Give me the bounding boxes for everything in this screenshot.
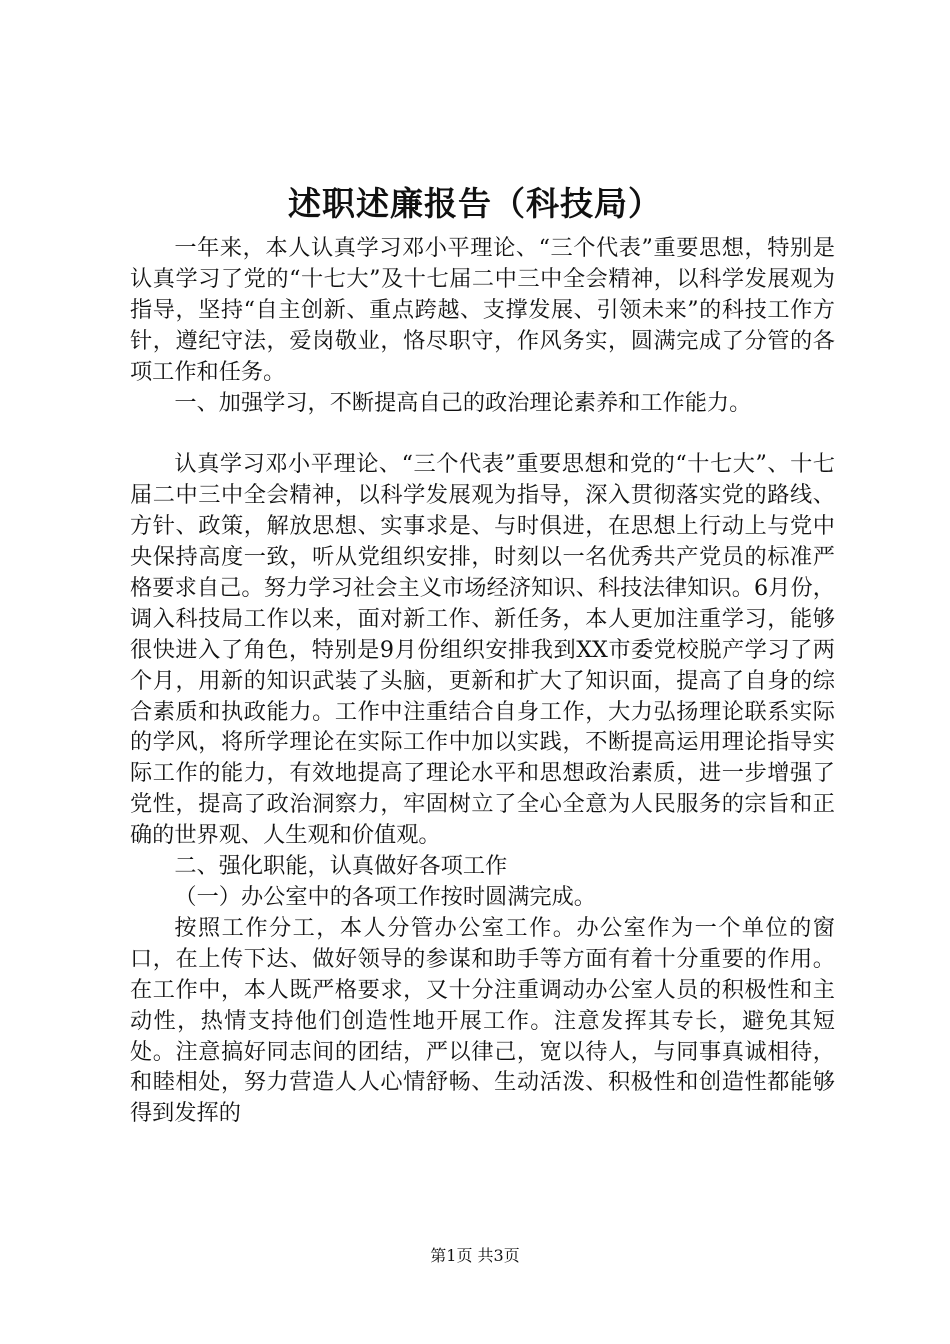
- document-title: 述职述廉报告（科技局）: [288, 184, 662, 223]
- document-body: [130, 233, 835, 1129]
- paragraph-study: 认真学习邓小平理论、“三个代表”重要思想和党的“十七大”、十七届二中三中全会精神，以科学发展观为指导，深入贯彻落实党的路线、方针、政策，解放思想、实事求是、与时俱进，在思想上行动上与党中央保持高度一致，听从党组织安排，时刻以一名优秀共产党员的标准严格要求自己。努力学习社会主义市场经济知识、科技法律知识。6月份，调入科技局工作以来，面对新工作、新任务，本人更加注重学习，能够很快进入了角色，特别是9月份组织安排我到XX市委党校脱产学习了两个月，用新的知识武装了头脑，更新和扩大了知识面，提高了自身的综合素质和执政能力。工作中注重结合自身工作，大力弘扬理论联系实际的学风，将所学理论在实际工作中加以实践，不断提高运用理论指导实际工作的能力，有效地提高了理论水平和思想政治素质，进一步增强了党性，提高了政治洞察力，牢固树立了全心全意为人民服务的宗旨和正确的世界观、人生观和价值观。: [130, 451, 835, 849]
- section-heading-1: 一、加强学习，不断提高自己的政治理论素养和工作能力。: [174, 389, 752, 416]
- paragraph-office: 按照工作分工，本人分管办公室工作。办公室作为一个单位的窗口，在上传下达、做好领导的参谋和助手等方面有着十分重要的作用。在工作中，本人既严格要求，又十分注重调动办公室人员的积极性和主动性，热情支持他们创造性地开展工作。注意发挥其专长，避免其短处。注意搞好同志间的团结，严以律己，宽以待人，与同事真诚相待，和睦相处，努力营造人人心情舒畅、生动活泼、积极性和创造性都能够得到发挥的: [130, 914, 835, 1127]
- section-heading-2: 二、强化职能，认真做好各项工作: [174, 853, 508, 880]
- page-footer: 第1页 共3页: [430, 1246, 520, 1265]
- paragraph-intro: 一年来，本人认真学习邓小平理论、“三个代表”重要思想，特别是认真学习了党的“十七大”及十七届二中三中全会精神，以科学发展观为指导，坚持“自主创新、重点跨越、支撑发展、引领未来”的科技工作方针，遵纪守法，爱岗敬业，恪尽职守，作风务实，圆满完成了分管的各项工作和任务。: [130, 235, 835, 385]
- subsection-heading-1: （一）办公室中的各项工作按时圆满完成。: [174, 884, 596, 911]
